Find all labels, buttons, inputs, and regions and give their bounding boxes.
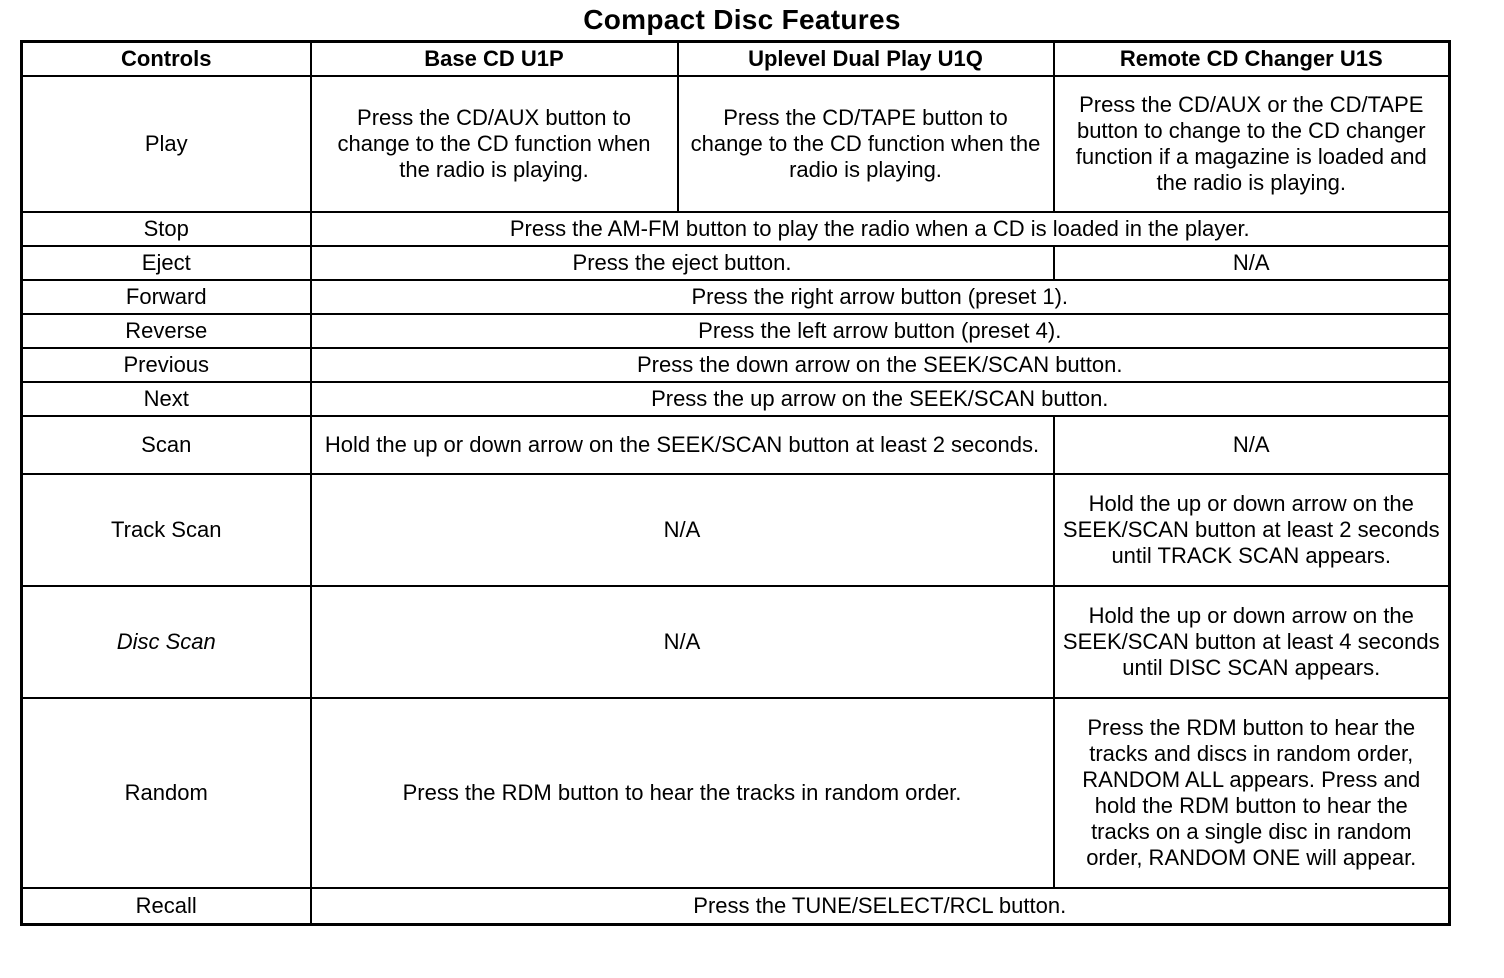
- table-row-scan: [22, 416, 1450, 474]
- control-disc-scan: Disc Scan: [22, 586, 311, 698]
- table-row-disc-scan: [22, 586, 1450, 698]
- random-base-uplevel-cell: Press the RDM button to hear the tracks in random order.: [311, 698, 1054, 888]
- table-row-recall: [22, 888, 1450, 925]
- table-row-reverse: [22, 314, 1450, 348]
- control-next: Next: [22, 382, 311, 416]
- scan-remote-cell: N/A: [1054, 416, 1450, 474]
- control-track-scan: Track Scan: [22, 474, 311, 586]
- control-play: Play: [22, 76, 311, 212]
- control-reverse: Reverse: [22, 314, 311, 348]
- table-title: Compact Disc Features: [583, 4, 901, 35]
- play-remote-cell: Press the CD/AUX or the CD/TAPE button to change to the CD changer function if a magazine is loaded and the radio is playing.: [1054, 76, 1450, 212]
- table-row-play: [22, 76, 1450, 212]
- table-row-next: [22, 382, 1450, 416]
- features-table: [20, 40, 1451, 926]
- previous-all-cell: Press the down arrow on the SEEK/SCAN button.: [311, 348, 1450, 382]
- random-remote-cell: Press the RDM button to hear the tracks and discs in random order, RANDOM ALL appears. Press and hold the RDM button to hear the tracks on a single disc in random order, RANDOM ONE will appear.: [1054, 698, 1450, 888]
- disc-scan-base-uplevel-cell: N/A: [311, 586, 1054, 698]
- control-forward: Forward: [22, 280, 311, 314]
- control-eject: Eject: [22, 246, 311, 280]
- eject-base-uplevel-cell: Press the eject button.: [311, 246, 1054, 280]
- forward-all-cell: Press the right arrow button (preset 1).: [311, 280, 1450, 314]
- table-row-eject: [22, 246, 1450, 280]
- table-row-forward: [22, 280, 1450, 314]
- header-uplevel-dual-play: Uplevel Dual Play U1Q: [678, 42, 1054, 77]
- control-random: Random: [22, 698, 311, 888]
- scan-base-uplevel-cell: Hold the up or down arrow on the SEEK/SCAN button at least 2 seconds.: [311, 416, 1054, 474]
- track-scan-remote-cell: Hold the up or down arrow on the SEEK/SCAN button at least 2 seconds until TRACK SCAN appears.: [1054, 474, 1450, 586]
- next-all-cell: Press the up arrow on the SEEK/SCAN button.: [311, 382, 1450, 416]
- recall-all-cell: Press the TUNE/SELECT/RCL button.: [311, 888, 1450, 925]
- table-row-track-scan: [22, 474, 1450, 586]
- stop-all-cell: Press the AM-FM button to play the radio when a CD is loaded in the player.: [311, 212, 1450, 246]
- table-row-previous: [22, 348, 1450, 382]
- table-row-stop: [22, 212, 1450, 246]
- header-remote-cd-changer: Remote CD Changer U1S: [1054, 42, 1450, 77]
- header-controls: Controls: [22, 42, 311, 77]
- header-base-cd: Base CD U1P: [311, 42, 678, 77]
- play-base-cell: Press the CD/AUX button to change to the CD function when the radio is playing.: [311, 76, 678, 212]
- control-stop: Stop: [22, 212, 311, 246]
- control-recall: Recall: [22, 888, 311, 925]
- table-row-random: [22, 698, 1450, 888]
- track-scan-base-uplevel-cell: N/A: [311, 474, 1054, 586]
- header-row: [22, 42, 1450, 77]
- disc-scan-remote-cell: Hold the up or down arrow on the SEEK/SCAN button at least 4 seconds until DISC SCAN appears.: [1054, 586, 1450, 698]
- control-previous: Previous: [22, 348, 311, 382]
- reverse-all-cell: Press the left arrow button (preset 4).: [311, 314, 1450, 348]
- play-uplevel-cell: Press the CD/TAPE button to change to the CD function when the radio is playing.: [678, 76, 1054, 212]
- control-scan: Scan: [22, 416, 311, 474]
- eject-remote-cell: N/A: [1054, 246, 1450, 280]
